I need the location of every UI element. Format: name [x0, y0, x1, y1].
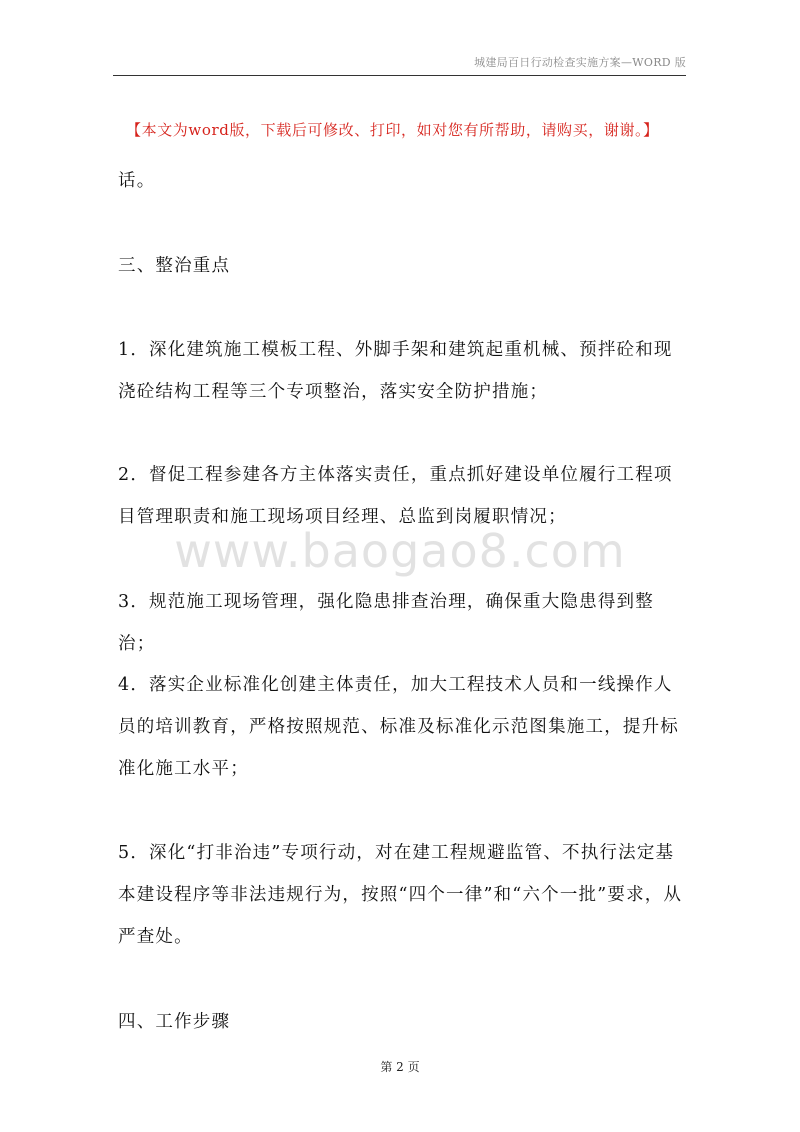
list-item-2: 2．督促工程参建各方主体落实责任，重点抓好建设单位履行工程项目管理职责和施工现场项目经理、总监到岗履职情况； — [118, 465, 673, 527]
list-item-4: 4．落实企业标准化创建主体责任，加大工程技术人员和一线操作人员的培训教育，严格按照规范、标准及标准化示范图集施工，提升标准化施工水平； — [118, 675, 679, 779]
paragraph-continuation: 话。 — [118, 171, 156, 191]
purchase-notice: 【本文为word版，下载后可修改、打印，如对您有所帮助，请购买，谢谢。】 — [126, 121, 659, 139]
header-divider — [113, 75, 686, 76]
list-item-1: 1．深化建筑施工模板工程、外脚手架和建筑起重机械、预拌砼和现浇砼结构工程等三个专项整治，落实安全防护措施； — [118, 340, 673, 402]
section-heading-work-steps: 四、工作步骤 — [118, 1012, 231, 1032]
list-item-5: 5．深化“打非治违”专项行动，对在建工程规避监管、不执行法定基本建设程序等非法违规行为，按照“四个一律”和“六个一批”要求，从严查处。 — [118, 843, 683, 947]
page-number: 第 2 页 — [380, 1060, 420, 1074]
list-item-3: 3．规范施工现场管理，强化隐患排查治理，确保重大隐患得到整治； — [118, 592, 654, 654]
watermark-text: www.baogao8.com — [174, 524, 626, 578]
section-heading-key-points: 三、整治重点 — [118, 256, 231, 276]
page-header-title: 城建局百日行动检查实施方案—WORD 版 — [474, 56, 686, 69]
